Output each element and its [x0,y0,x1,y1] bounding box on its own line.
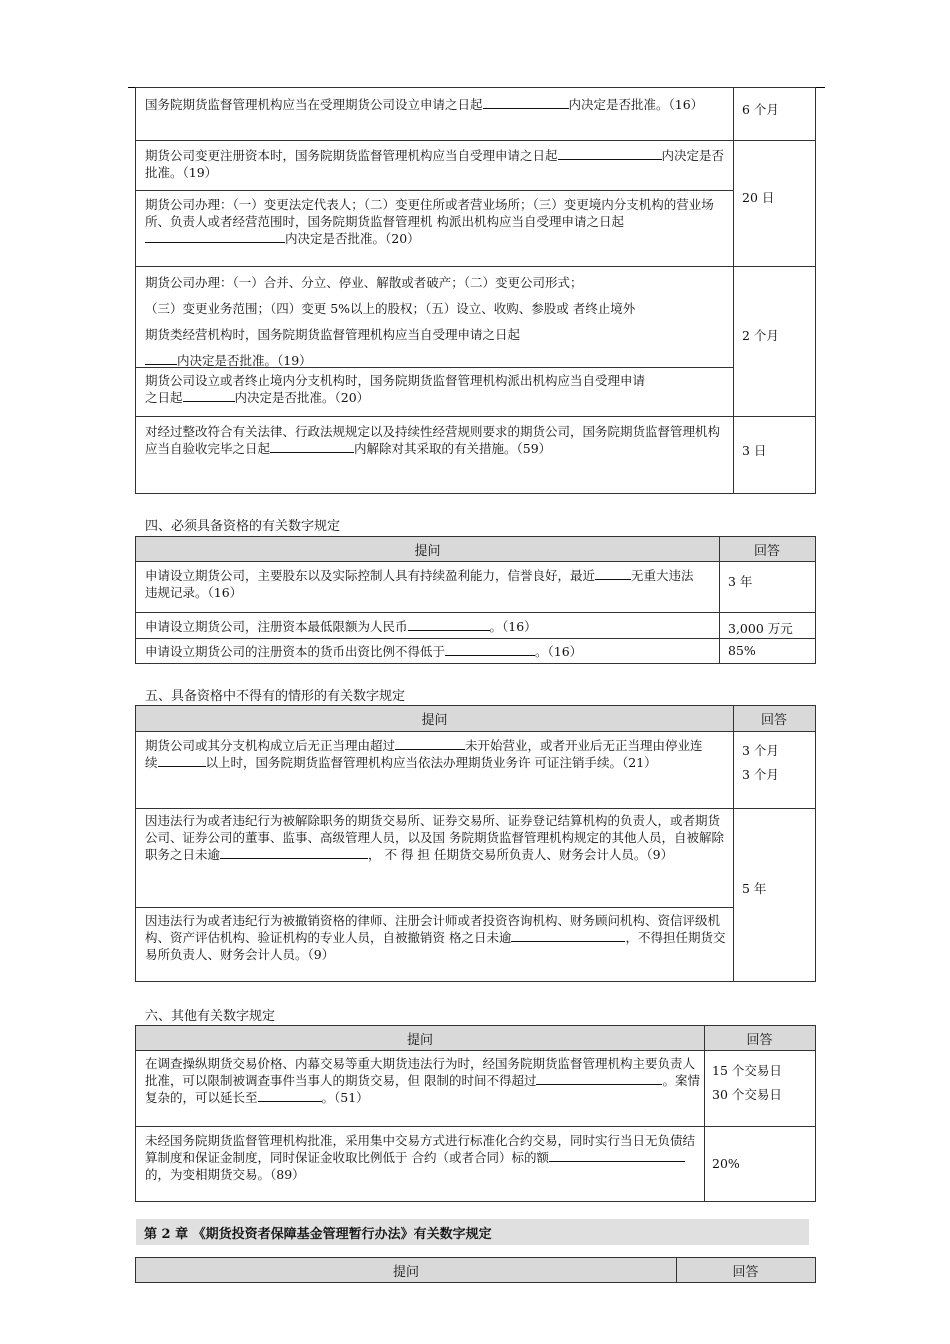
s3-row23-answer: 20 日 [742,190,775,205]
s6-header-answer: 回答 [704,1026,815,1050]
section6-title: 六、其他有关数字规定 [145,1009,276,1024]
s5-header-question: 提问 [136,706,733,731]
s4-row2-answer: 3,000 万元 [728,621,793,636]
section4-title: 四、必须具备资格的有关数字规定 [145,519,341,534]
s3-row4-question: 期货公司办理：（一）合并、分立、停业、解散或者破产；（二）变更公司形式； （三）变更业务范围；（四）变更 5%以上的股权；（五）设立、收购、参股或 者终止境外 期货类经营机构时，国务院期货监督管理机构应当自受理申请之日起 内决定是否批准。（19） [145,275,636,368]
s3-row45-answer: 2 个月 [742,328,779,343]
s4-row2-question: 申请设立期货公司，注册资本最低限额为人民币 。（16） [145,619,537,634]
s4-header-answer: 回答 [719,537,815,561]
s6-row1-answer1: 15 个交易日 [712,1063,782,1078]
s4-header-question: 提问 [136,537,719,561]
s5-header-answer: 回答 [733,706,815,731]
chapter2-table [135,1257,816,1283]
s3-row2-question: 期货公司变更注册资本时，国务院期货监督管理机构应当自受理申请之日起 内决定是否批准。（19） [145,148,725,180]
s5-row1-question: 期货公司或其分支机构成立后无正当理由超过 未开始营业，或者开业后无正当理由停业连续 以上时，国务院期货监督管理机构应当依法办理期货业务许 可证注销手续。（21） [145,738,703,770]
section5-title: 五、具备资格中不得有的情形的有关数字规定 [145,689,406,704]
s5-row3-question: 因违法行为或者违纪行为被撤销资格的律师、注册会计师或者投资咨询机构、财务顾问机构、资信评级机构、资产评估机构、验证机构的专业人员，自被撤销资 格之日未逾 ，不得担任期货交易所负责人、财务会计人员。（9） [145,913,726,962]
s4-row1-answer: 3 年 [728,574,753,589]
s4-row3-answer: 85% [728,643,756,658]
s3-row5-question: 期货公司设立或者终止境内分支机构时，国务院期货监督管理机构派出机构应当自受理申请之日起 内决定是否批准。（20） [145,373,646,405]
s6-row1-question: 在调查操纵期货交易价格、内幕交易等重大期货违法行为时，经国务院期货监督管理机构主要负责人批准，可以限制被调查事件当事人的期货交易，但 限制的时间不得超过 。案情复杂的，可以延长至 。（51） [145,1056,700,1105]
s6-row1-answer2: 30 个交易日 [712,1087,782,1102]
ch2-header-question: 提问 [136,1258,676,1282]
s6-row2-question: 未经国务院期货监督管理机构批准，采用集中交易方式进行标准化合约交易，同时实行当日无负债结算制度和保证金制度，同时保证金收取比例低于 合约（或者合同）标的额的，为变相期货交易。（89） [145,1133,696,1182]
s4-row3-question: 申请设立期货公司的注册资本的货币出资比例不得低于 。（16） [145,644,583,659]
s3-row1-answer: 6 个月 [742,102,779,117]
ch2-header-answer: 回答 [676,1258,815,1282]
s3-row6-answer: 3 日 [742,443,767,458]
s6-header-question: 提问 [136,1026,704,1050]
s6-row2-answer: 20% [712,1156,740,1171]
s5-row1-answer1: 3 个月 [742,743,779,758]
s5-row1-answer2: 3 个月 [742,767,779,782]
s4-row1-question: 申请设立期货公司，主要股东以及实际控制人具有持续盈利能力，信誉良好，最近 无重大违法违规记录。（16） [145,568,694,600]
s3-row1-question: 国务院期货监督管理机构应当在受理期货公司设立申请之日起 内决定是否批准。（16） [145,97,704,112]
chapter2-title: 第 2 章 《期货投资者保障基金管理暂行办法》有关数字规定 [136,1219,809,1245]
s5-row2-question: 因违法行为或者违纪行为被解除职务的期货交易所、证券交易所、证券登记结算机构的负责人，或者期货公司、证券公司的董事、监事、高级管理人员，以及国 务院期货监督管理机构规定的其他人员，自被解除职务之日未逾 ， 不 得 担 任期货交易所负责人、财务会计人员。（9） [145,813,724,862]
s3-row3-question: 期货公司办理：（一）变更法定代表人；（二）变更住所或者营业场所；（三）变更境内分支机构的营业场所、负责人或者经营范围时，国务院期货监督管理机 构派出机构应当自受理申请之日起内决定是否批准。（20） [145,197,714,246]
s3-row6-question: 对经过整改符合有关法律、行政法规规定以及持续性经营规则要求的期货公司，国务院期货监督管理机构应当自验收完毕之日起 内解除对其采取的有关措施。（59） [145,424,721,456]
s5-row23-answer: 5 年 [742,881,767,896]
